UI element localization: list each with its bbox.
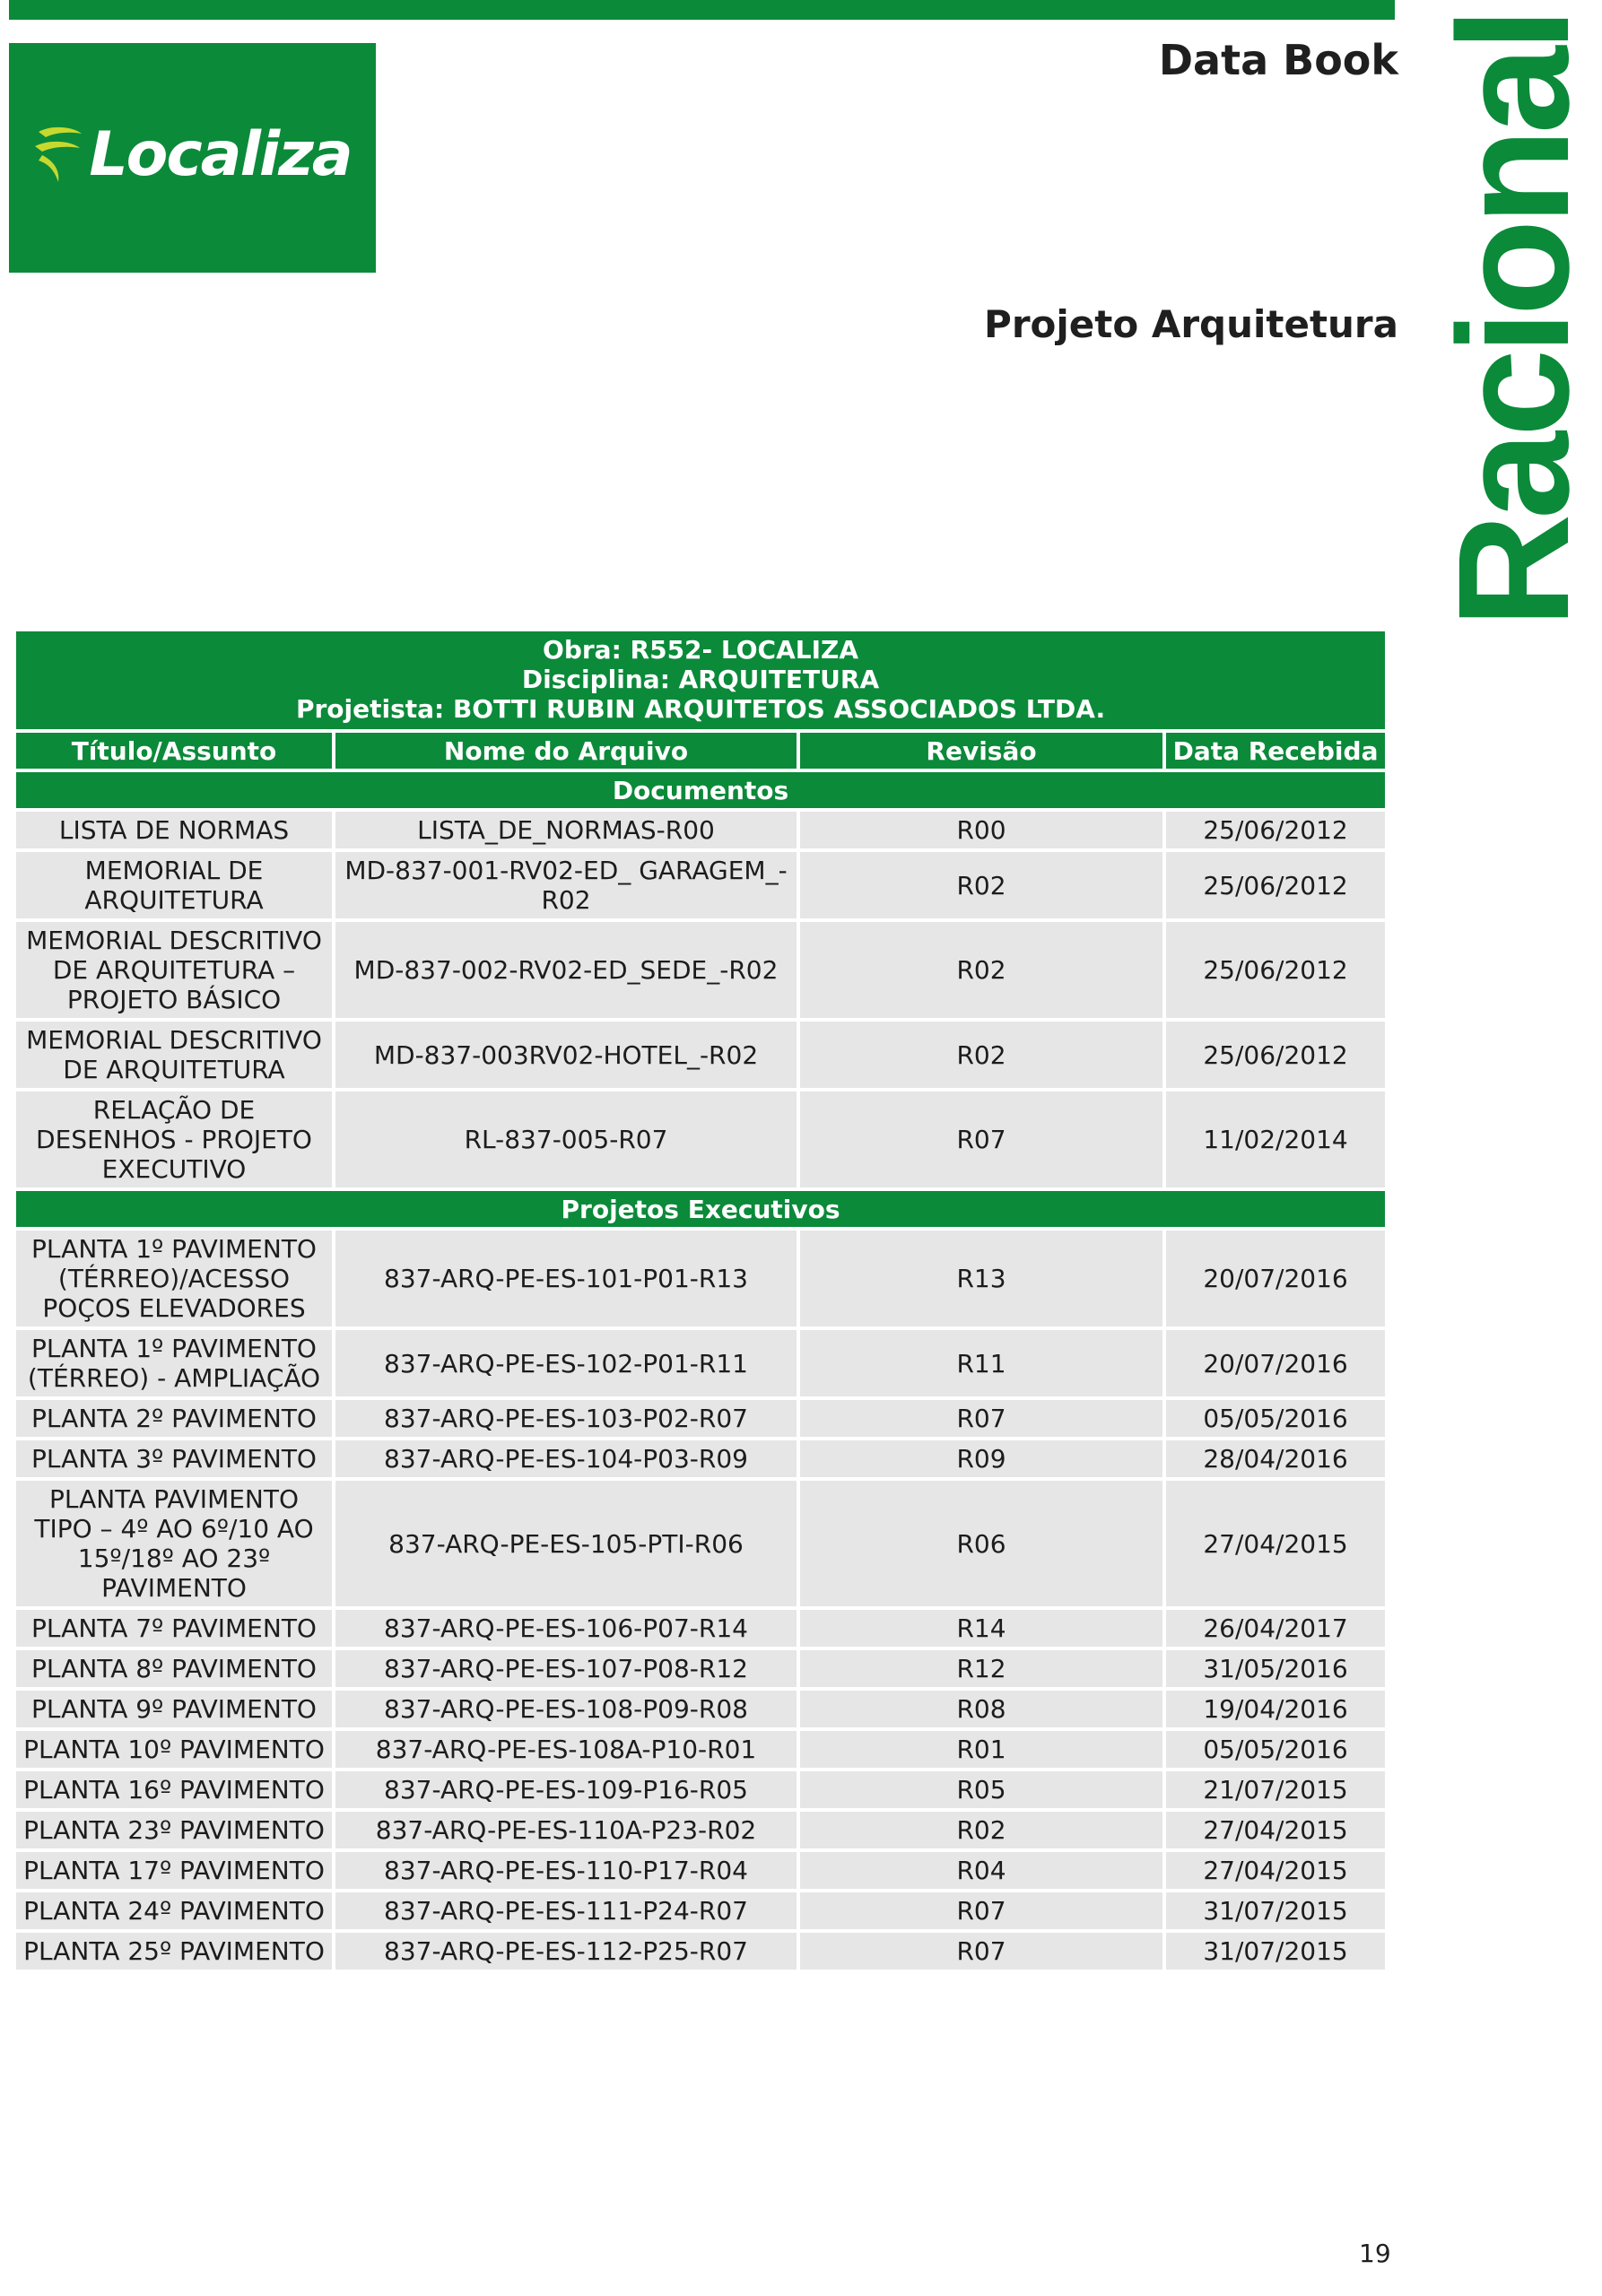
cell-arquivo: 837-ARQ-PE-ES-108A-P10-R01 (335, 1731, 797, 1768)
cell-data: 05/05/2016 (1166, 1731, 1385, 1768)
disciplina-label: Disciplina: ARQUITETURA (521, 665, 880, 694)
cell-data: 31/07/2015 (1166, 1892, 1385, 1929)
projetista-label: Projetista: BOTTI RUBIN ARQUITETOS ASSOCIADOS LTDA. (295, 694, 1106, 724)
cell-data: 26/04/2017 (1166, 1610, 1385, 1647)
cell-revisao: R13 (800, 1231, 1162, 1326)
table-row (16, 1022, 1385, 1088)
cell-titulo: PLANTA 7º PAVIMENTO (16, 1610, 332, 1647)
cell-data: 27/04/2015 (1166, 1852, 1385, 1889)
table-row (16, 1691, 1385, 1727)
cell-revisao: R02 (800, 922, 1162, 1018)
cell-titulo: PLANTA 24º PAVIMENTO (16, 1892, 332, 1929)
cell-arquivo: 837-ARQ-PE-ES-108-P09-R08 (335, 1691, 797, 1727)
cell-arquivo: 837-ARQ-PE-ES-105-PTI-R06 (335, 1481, 797, 1606)
cell-arquivo: MD-837-001-RV02-ED_ GARAGEM_-R02 (335, 852, 797, 918)
cell-data: 25/06/2012 (1166, 852, 1385, 918)
cell-data: 27/04/2015 (1166, 1812, 1385, 1848)
cell-revisao: R02 (800, 1812, 1162, 1848)
cell-revisao: R09 (800, 1440, 1162, 1477)
table-row (16, 1933, 1385, 1970)
cell-data: 20/07/2016 (1166, 1231, 1385, 1326)
cell-revisao: R07 (800, 1091, 1162, 1187)
cell-data: 25/06/2012 (1166, 922, 1385, 1018)
project-info (16, 631, 1385, 729)
cell-arquivo: 837-ARQ-PE-ES-101-P01-R13 (335, 1231, 797, 1326)
cell-data: 05/05/2016 (1166, 1400, 1385, 1437)
cell-titulo: RELAÇÃO DE DESENHOS - PROJETO EXECUTIVO (16, 1091, 332, 1187)
cell-revisao: R14 (800, 1610, 1162, 1647)
cell-arquivo: 837-ARQ-PE-ES-107-P08-R12 (335, 1650, 797, 1687)
cell-titulo: MEMORIAL DE ARQUITETURA (16, 852, 332, 918)
section-title: Documentos (16, 772, 1385, 808)
logo-text: Localiza (89, 118, 352, 190)
cell-data: 19/04/2016 (1166, 1691, 1385, 1727)
cell-arquivo: 837-ARQ-PE-ES-110-P17-R04 (335, 1852, 797, 1889)
column-header-arquivo: Nome do Arquivo (335, 733, 797, 769)
cell-data: 20/07/2016 (1166, 1330, 1385, 1396)
documents-table (13, 628, 1389, 1973)
cell-revisao: R01 (800, 1731, 1162, 1768)
table-row (16, 1091, 1385, 1187)
cell-data: 27/04/2015 (1166, 1481, 1385, 1606)
table-row (16, 1400, 1385, 1437)
cell-titulo: MEMORIAL DESCRITIVO DE ARQUITETURA – PROJETO BÁSICO (16, 922, 332, 1018)
table-row (16, 852, 1385, 918)
cell-data: 31/05/2016 (1166, 1650, 1385, 1687)
table-row (16, 1852, 1385, 1889)
localiza-swoosh-icon (33, 125, 83, 184)
cell-arquivo: RL-837-005-R07 (335, 1091, 797, 1187)
cell-titulo: LISTA DE NORMAS (16, 812, 332, 848)
table-row (16, 1440, 1385, 1477)
cell-revisao: R11 (800, 1330, 1162, 1396)
racional-brand-text: Racional (1426, 13, 1602, 628)
page-number: 19 (1359, 2239, 1391, 2268)
cell-data: 25/06/2012 (1166, 812, 1385, 848)
cell-titulo: PLANTA 16º PAVIMENTO (16, 1771, 332, 1808)
column-header-titulo: Título/Assunto (16, 733, 332, 769)
document-subtitle: Projeto Arquitetura (984, 302, 1398, 346)
cell-titulo: PLANTA 2º PAVIMENTO (16, 1400, 332, 1437)
column-header-row (16, 733, 1385, 769)
section-title: Projetos Executivos (16, 1191, 1385, 1227)
cell-revisao: R08 (800, 1691, 1162, 1727)
table-row (16, 1610, 1385, 1647)
cell-arquivo: MD-837-002-RV02-ED_SEDE_-R02 (335, 922, 797, 1018)
cell-titulo: PLANTA 10º PAVIMENTO (16, 1731, 332, 1768)
cell-revisao: R07 (800, 1892, 1162, 1929)
obra-label: Obra: R552- LOCALIZA (543, 635, 858, 665)
cell-revisao: R04 (800, 1852, 1162, 1889)
table-row (16, 1731, 1385, 1768)
cell-revisao: R07 (800, 1400, 1162, 1437)
cell-revisao: R12 (800, 1650, 1162, 1687)
table-row (16, 1650, 1385, 1687)
cell-titulo: PLANTA PAVIMENTO TIPO – 4º AO 6º/10 AO 15º/18º AO 23º PAVIMENTO (16, 1481, 332, 1606)
section-header-row (16, 772, 1385, 808)
column-header-revisao: Revisão (800, 733, 1162, 769)
cell-arquivo: 837-ARQ-PE-ES-111-P24-R07 (335, 1892, 797, 1929)
cell-revisao: R07 (800, 1933, 1162, 1970)
table-row (16, 1330, 1385, 1396)
cell-titulo: PLANTA 25º PAVIMENTO (16, 1933, 332, 1970)
cell-titulo: PLANTA 3º PAVIMENTO (16, 1440, 332, 1477)
cell-arquivo: 837-ARQ-PE-ES-112-P25-R07 (335, 1933, 797, 1970)
cell-revisao: R00 (800, 812, 1162, 848)
cell-revisao: R02 (800, 1022, 1162, 1088)
info-header-row (16, 631, 1385, 729)
table-row (16, 1481, 1385, 1606)
document-title: Data Book (1158, 36, 1398, 84)
cell-titulo: PLANTA 1º PAVIMENTO (TÉRREO) - AMPLIAÇÃO (16, 1330, 332, 1396)
localiza-logo (9, 43, 376, 273)
table-row (16, 1892, 1385, 1929)
cell-arquivo: 837-ARQ-PE-ES-102-P01-R11 (335, 1330, 797, 1396)
table-row (16, 1231, 1385, 1326)
cell-data: 21/07/2015 (1166, 1771, 1385, 1808)
top-green-bar (9, 0, 1395, 20)
cell-arquivo: 837-ARQ-PE-ES-103-P02-R07 (335, 1400, 797, 1437)
cell-data: 28/04/2016 (1166, 1440, 1385, 1477)
cell-titulo: PLANTA 8º PAVIMENTO (16, 1650, 332, 1687)
cell-titulo: PLANTA 17º PAVIMENTO (16, 1852, 332, 1889)
column-header-data: Data Recebida (1166, 733, 1385, 769)
cell-arquivo: 837-ARQ-PE-ES-110A-P23-R02 (335, 1812, 797, 1848)
table-row (16, 812, 1385, 848)
cell-data: 11/02/2014 (1166, 1091, 1385, 1187)
cell-titulo: PLANTA 1º PAVIMENTO (TÉRREO)/ACESSO POÇOS ELEVADORES (16, 1231, 332, 1326)
table-row (16, 1771, 1385, 1808)
racional-brand (1426, 0, 1602, 628)
cell-titulo: PLANTA 9º PAVIMENTO (16, 1691, 332, 1727)
table-row (16, 922, 1385, 1018)
cell-revisao: R02 (800, 852, 1162, 918)
cell-arquivo: 837-ARQ-PE-ES-104-P03-R09 (335, 1440, 797, 1477)
table-row (16, 1812, 1385, 1848)
cell-titulo: PLANTA 23º PAVIMENTO (16, 1812, 332, 1848)
cell-titulo: MEMORIAL DESCRITIVO DE ARQUITETURA (16, 1022, 332, 1088)
cell-arquivo: LISTA_DE_NORMAS-R00 (335, 812, 797, 848)
cell-data: 25/06/2012 (1166, 1022, 1385, 1088)
cell-arquivo: MD-837-003RV02-HOTEL_-R02 (335, 1022, 797, 1088)
cell-revisao: R05 (800, 1771, 1162, 1808)
cell-arquivo: 837-ARQ-PE-ES-109-P16-R05 (335, 1771, 797, 1808)
cell-data: 31/07/2015 (1166, 1933, 1385, 1970)
section-header-row (16, 1191, 1385, 1227)
cell-revisao: R06 (800, 1481, 1162, 1606)
cell-arquivo: 837-ARQ-PE-ES-106-P07-R14 (335, 1610, 797, 1647)
